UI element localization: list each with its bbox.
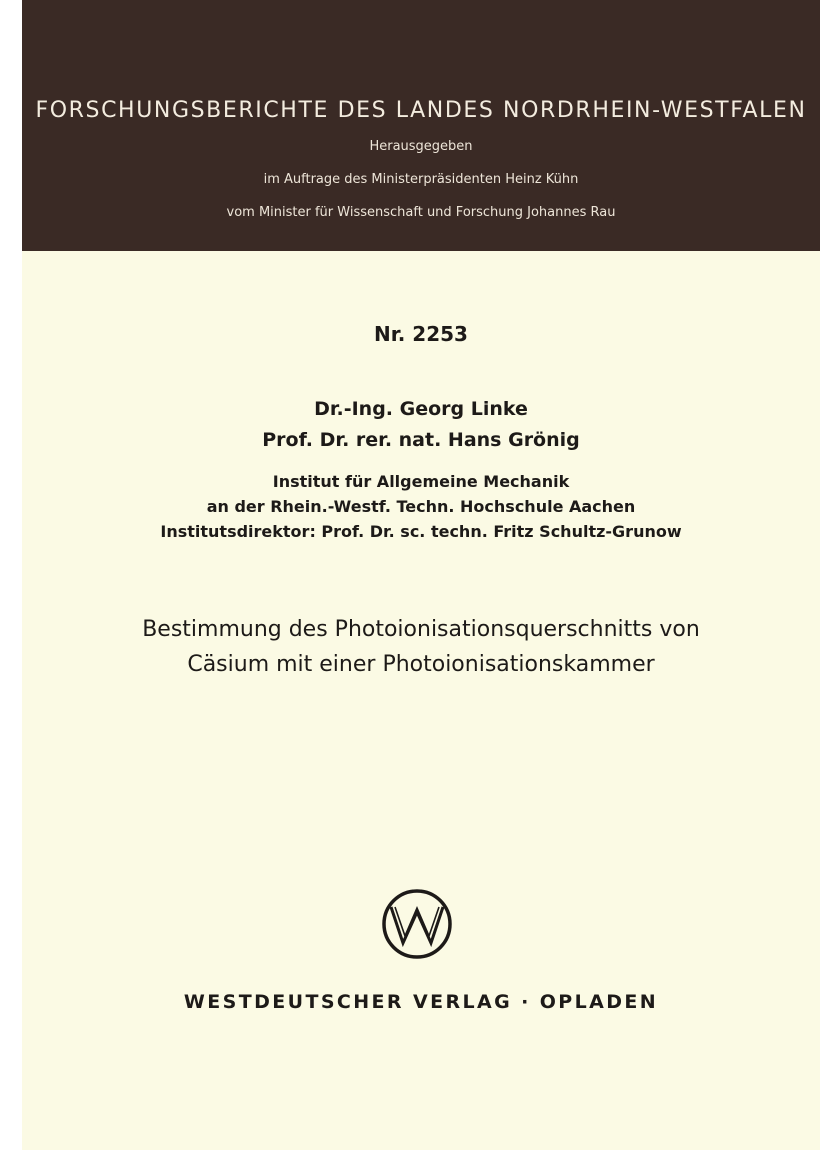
series-title: FORSCHUNGSBERICHTE DES LANDES NORDRHEIN-WESTFALEN — [35, 98, 807, 123]
institute-line-2: an der Rhein.-Westf. Techn. Hochschule Aachen — [206, 497, 636, 516]
book-cover — [22, 0, 820, 1150]
header-line-editor: Herausgegeben — [369, 139, 473, 154]
author-1: Dr.-Ing. Georg Linke — [314, 398, 528, 420]
header-line-prime-minister: im Auftrage des Ministerpräsidenten Heinz Kühn — [263, 172, 579, 187]
issue-number: Nr. 2253 — [374, 322, 468, 346]
header-line-minister: vom Minister für Wissenschaft und Forschung Johannes Rau — [226, 205, 616, 220]
report-title-line-1: Bestimmung des Photoionisationsquerschnitts von — [142, 617, 700, 642]
header-band — [22, 0, 820, 251]
institute-director: Institutsdirektor: Prof. Dr. sc. techn. Fritz Schultz-Grunow — [160, 522, 682, 541]
publisher-logo-icon — [381, 888, 453, 960]
report-title-line-2: Cäsium mit einer Photoionisationskammer — [187, 652, 655, 677]
institute-line-1: Institut für Allgemeine Mechanik — [272, 472, 570, 491]
author-2: Prof. Dr. rer. nat. Hans Grönig — [262, 429, 580, 451]
publisher-name: WESTDEUTSCHER VERLAG · OPLADEN — [183, 991, 659, 1013]
